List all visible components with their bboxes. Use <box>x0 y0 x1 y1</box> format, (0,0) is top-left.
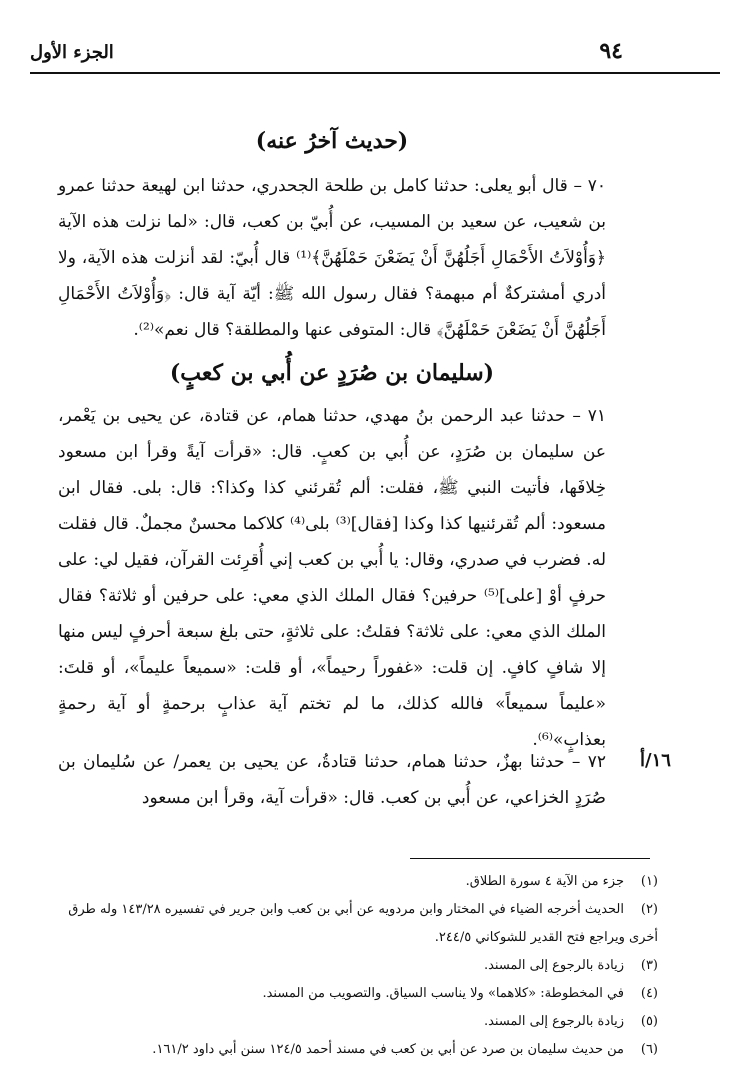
hadith-71-block <box>58 398 607 750</box>
footnote-number: (١) <box>640 874 658 889</box>
hadith-70-paragraph: ٧٠ – قال أبو يعلى: حدثنا كامل بن طلحة الجحدري، حدثنا ابن لهيعة حدثنا عمرو بن شعيب، عن سعيد بن المسيب، عن أُبيّ بن كعب، قال: «لما نزلت هذه الآية ﴿وَأُوْلاَتُ الأَحْمَالِ أَجَلُهُنَّ أَنْ يَضَعْنَ حَمْلَهُنَّ﴾⁽¹⁾ قال أُبيّ: لقد أنزلت هذه الآية، ولا أدري أمشتركةٌ أم مبهمة؟ فقال رسول الله ﷺ: أيّة آية قال: ﴿وَأُوْلاَتُ الأَحْمَالِ أَجَلُهُنَّ أَنْ يَضَعْنَ حَمْلَهُنَّ﴾ قال: المتوفى عنها والمطلقة؟ قال نعم»⁽²⁾. <box>58 176 606 340</box>
hadith-70-block <box>58 168 606 353</box>
page-number: ٩٤ <box>599 38 623 64</box>
hadith-71-paragraph: ٧١ – حدثنا عبد الرحمن بنُ مهدي، حدثنا همام، عن قتادة، عن يحيى بن يَعْمر، عن سليمان بن صُرَدٍ، عن أُبي بن كعبٍ. قال: «قرأت آيةً وقرأ ابن مسعود خِلافَها، فأتيت النبي ﷺ، فقلت: ألم تُقرئني كذا وكذا؟: قال: بلى. فقال ابن مسعود: ألم تُقرئنيها كذا وكذا [فقال]⁽³⁾ بلى⁽⁴⁾ كلاكما محسنٌ مجملٌ. قال فقلت له. فضرب في صدري، وقال: يا أُبي بن كعب إني أُقرِئت القرآن، فقيل لي: على حرفٍ أوْ [على]⁽⁵⁾ حرفين؟ فقال الملك الذي معي: على حرفين أو ثلاثة؟ فقال الملك الذي معي: على ثلاثة؟ فقلتُ: على ثلاثةٍ، حتى بلغ سبعة أحرفٍ ليس منها إلا شافٍ كافٍ. إن قلت: «غفوراً رحيماً»، أو قلت: «سميعاً عليماً»، أو قلتَ: «عليماً سميعاً» فالله كذلك، ما لم تختم آية عذابٍ برحمةٍ أو آية رحمةٍ بعذابٍ»⁽⁶⁾. <box>58 406 607 750</box>
footnote-text: من حديث سليمان بن صرد عن أبي بن كعب في مسند أحمد ١٢٤/٥ سنن أبي داود ١٦١/٢. <box>152 1042 624 1057</box>
footnote-text: في المخطوطة: «كلاهما» ولا يناسب السياق. والتصويب من المسند. <box>262 986 624 1001</box>
section-heading-2: (سليمان بن صُرَدٍ عن أُبي بن كعبٍ) <box>169 360 495 386</box>
footnote-number: (٢) <box>640 902 658 917</box>
footnote-number: (٥) <box>640 1014 658 1029</box>
footnote-item <box>58 1036 658 1064</box>
footnote-number: (٣) <box>640 958 658 973</box>
footnote-text: جزء من الآية ٤ سورة الطلاق. <box>465 874 624 889</box>
footnote-rule <box>410 858 650 859</box>
footnote-item <box>58 980 658 1008</box>
footnote-number: (٦) <box>640 1042 658 1057</box>
footnote-item <box>58 868 658 896</box>
manuscript-folio-note: ١٦/أ <box>640 750 671 771</box>
header-rule <box>30 72 720 74</box>
footnote-text: الحديث أخرجه الضياء في المختار وابن مردويه عن أبي بن كعب وابن جرير في تفسيره ١٤٣/٢٨ وله طرق أخرى ويراجع فتح القدير للشوكاني ٢٤٤/٥. <box>68 902 658 945</box>
section-heading-1: (حديث آخرُ عنه) <box>255 128 409 154</box>
running-title: الجزء الأول <box>30 42 114 63</box>
footnote-text: زيادة بالرجوع إلى المسند. <box>483 1014 624 1029</box>
footnote-item <box>58 1008 658 1036</box>
hadith-72-paragraph: ٧٢ – حدثنا بهزٌ، حدثنا همام، حدثنا قتادةُ، عن يحيى بن يعمر/ عن سُليمان بن صُرَدٍ الخزاعي، عن أُبي بن كعب. قال: «قرأت آية، وقرأ ابن مسعود <box>58 752 606 808</box>
footnote-item <box>58 952 658 980</box>
footnotes-list <box>58 868 658 1064</box>
footnote-text: زيادة بالرجوع إلى المسند. <box>483 958 624 973</box>
hadith-72-block <box>58 744 606 824</box>
footnote-number: (٤) <box>640 986 658 1001</box>
footnote-item <box>58 896 658 952</box>
